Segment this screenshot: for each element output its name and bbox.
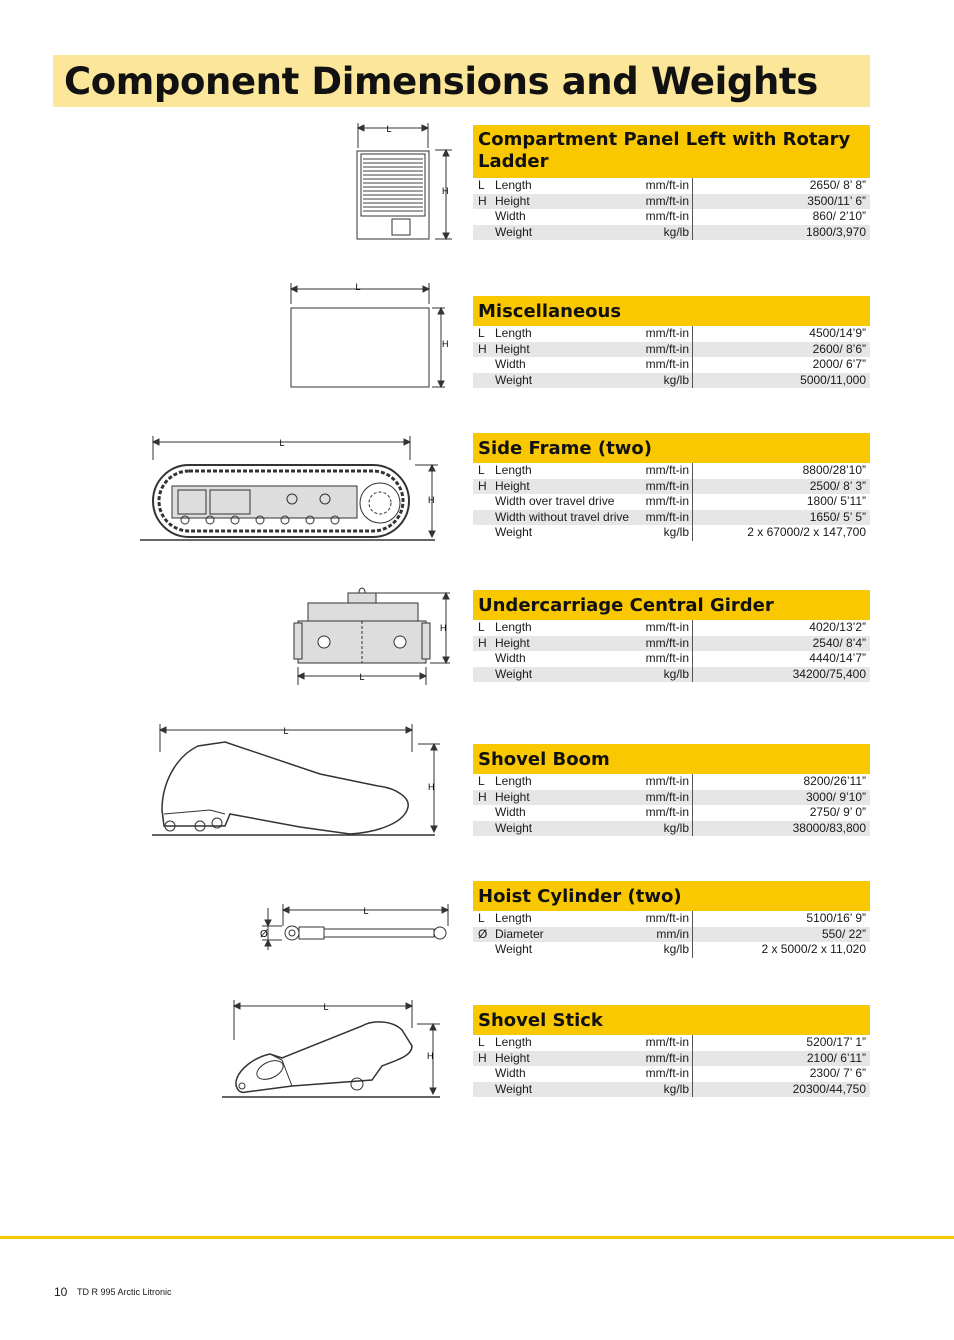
spec-row: [473, 357, 870, 373]
miscellaneous-drawing: [285, 280, 455, 392]
spec-unit: mm/ft-in: [645, 494, 689, 508]
spec-table: [473, 1035, 870, 1097]
spec-unit: mm/ft-in: [645, 1050, 689, 1065]
spec-value: 20300/44,750: [792, 1081, 866, 1096]
spec-unit: kg/lb: [663, 525, 689, 539]
footer-rule: [0, 1236, 954, 1239]
spec-row: [473, 463, 870, 479]
spec-unit: mm/ft-in: [645, 1066, 689, 1080]
section-heading: Compartment Panel Left with Rotary Ladder: [473, 125, 870, 178]
length-label: L: [363, 906, 369, 916]
spec-value: 2750/ 9’ 0”: [809, 805, 866, 819]
spec-value: 8200/26’11”: [803, 774, 866, 788]
spec-label: Height: [495, 635, 530, 650]
spec-value: 2 x 67000/2 x 147,700: [747, 525, 866, 539]
spec-unit: mm/ft-in: [645, 509, 689, 524]
dimension-symbol: L: [478, 178, 485, 192]
spec-unit: mm/ft-in: [645, 620, 689, 634]
spec-row: [473, 178, 870, 194]
spec-unit: mm/ft-in: [645, 1035, 689, 1049]
section-central-girder: [473, 590, 870, 682]
spec-row: [473, 494, 870, 510]
spec-row: [473, 479, 870, 495]
spec-unit: mm/ft-in: [645, 478, 689, 493]
spec-label: Weight: [495, 372, 533, 387]
spec-unit: kg/lb: [663, 1081, 689, 1096]
page-title-bar: [53, 55, 870, 107]
spec-value: 5200/17’ 1”: [806, 1035, 866, 1049]
spec-value: 4500/14’9”: [809, 326, 866, 340]
height-label: H: [440, 623, 447, 633]
spec-unit: kg/lb: [663, 224, 689, 239]
spec-label: Width: [495, 651, 526, 665]
length-label: L: [355, 282, 361, 292]
hoist-cylinder-drawing: [258, 898, 453, 956]
spec-unit: mm/ft-in: [645, 178, 689, 192]
spec-row: [473, 326, 870, 342]
height-label: H: [427, 1051, 434, 1061]
spec-unit: mm/ft-in: [645, 193, 689, 208]
section-heading: Side Frame (two): [473, 433, 870, 463]
spec-value: 2 x 5000/2 x 11,020: [761, 942, 866, 956]
spec-value: 3000/ 9’10”: [805, 789, 866, 804]
page-title: Component Dimensions and Weights: [64, 60, 818, 103]
spec-row: [473, 942, 870, 958]
dimension-symbol: L: [478, 326, 485, 340]
spec-unit: mm/in: [656, 926, 689, 941]
dimension-symbol: L: [478, 911, 485, 925]
height-label: H: [442, 339, 449, 349]
spec-value: 4440/14’7”: [809, 651, 866, 665]
dimension-symbol: H: [478, 193, 487, 208]
spec-label: Width: [495, 805, 526, 819]
spec-unit: mm/ft-in: [645, 635, 689, 650]
diameter-label: Ø: [260, 929, 268, 940]
spec-label: Height: [495, 1050, 530, 1065]
length-label: L: [386, 124, 392, 134]
spec-value: 2540/ 8’4”: [812, 635, 866, 650]
spec-value: 550/ 22”: [821, 926, 866, 941]
spec-row: [473, 620, 870, 636]
central-girder-drawing: [290, 585, 455, 685]
spec-row: [473, 911, 870, 927]
spec-table: [473, 326, 870, 388]
section-heading: Hoist Cylinder (two): [473, 881, 870, 911]
spec-row: [473, 1051, 870, 1067]
dimension-symbol: L: [478, 620, 485, 634]
spec-row: [473, 927, 870, 943]
spec-value: 2650/ 8’ 8”: [809, 178, 866, 192]
length-label: L: [283, 726, 289, 736]
spec-unit: mm/ft-in: [645, 774, 689, 788]
section-heading: Miscellaneous: [473, 296, 870, 326]
spec-value: 2600/ 8’6”: [812, 341, 866, 356]
spec-row: [473, 525, 870, 541]
spec-row: [473, 1082, 870, 1098]
spec-value: 38000/83,800: [792, 820, 866, 835]
dimension-symbol: H: [478, 1050, 487, 1065]
length-label: L: [323, 1002, 329, 1012]
spec-unit: mm/ft-in: [645, 911, 689, 925]
spec-label: Width: [495, 1066, 526, 1080]
spec-label: Height: [495, 341, 530, 356]
spec-label: Length: [495, 1035, 532, 1049]
dimension-symbol: Ø: [478, 926, 488, 941]
spec-row: [473, 209, 870, 225]
spec-label: Weight: [495, 1081, 533, 1096]
spec-unit: kg/lb: [663, 666, 689, 681]
spec-unit: mm/ft-in: [645, 357, 689, 371]
document-name: TD R 995 Arctic Litronic: [77, 1287, 172, 1297]
spec-value: 34200/75,400: [792, 666, 866, 681]
spec-value: 2100/ 6’11”: [806, 1050, 866, 1065]
shovel-stick-drawing: [222, 998, 447, 1100]
spec-label: Height: [495, 193, 530, 208]
spec-row: [473, 774, 870, 790]
spec-row: [473, 805, 870, 821]
section-shovel-boom: [473, 744, 870, 836]
spec-label: Width over travel drive: [495, 494, 615, 508]
spec-row: [473, 821, 870, 837]
spec-value: 5000/11,000: [800, 372, 866, 387]
height-label: H: [428, 782, 435, 792]
spec-label: Weight: [495, 942, 533, 956]
spec-row: [473, 194, 870, 210]
spec-row: [473, 510, 870, 526]
spec-label: Weight: [495, 525, 533, 539]
dimension-symbol: H: [478, 635, 487, 650]
spec-row: [473, 1035, 870, 1051]
spec-value: 1800/ 5’11”: [806, 494, 866, 508]
height-label: H: [442, 186, 449, 196]
spec-row: [473, 651, 870, 667]
spec-table: [473, 911, 870, 958]
dimension-symbol: L: [478, 463, 485, 477]
height-label: H: [428, 495, 435, 505]
spec-table: [473, 463, 870, 541]
dimension-symbol: L: [478, 774, 485, 788]
spec-value: 2500/ 8’ 3”: [809, 478, 866, 493]
spec-value: 1800/3,970: [805, 224, 866, 239]
spec-row: [473, 225, 870, 241]
dimension-symbol: L: [478, 1035, 485, 1049]
dimension-symbol: H: [478, 341, 487, 356]
compartment-panel-drawing: [340, 120, 460, 245]
section-side-frame: [473, 433, 870, 541]
spec-unit: kg/lb: [663, 820, 689, 835]
spec-value: 5100/16’ 9”: [806, 911, 866, 925]
spec-label: Length: [495, 911, 532, 925]
spec-label: Height: [495, 789, 530, 804]
section-compartment-panel: [473, 125, 870, 240]
spec-label: Weight: [495, 224, 533, 239]
length-label: L: [359, 672, 365, 682]
spec-label: Diameter: [495, 926, 544, 941]
spec-value: 3500/11’ 6”: [807, 193, 866, 208]
spec-label: Length: [495, 178, 532, 192]
spec-unit: mm/ft-in: [645, 463, 689, 477]
spec-value: 860/ 2’10”: [812, 209, 866, 223]
section-heading: Shovel Boom: [473, 744, 870, 774]
length-label: L: [279, 438, 285, 448]
spec-table: [473, 620, 870, 682]
spec-label: Length: [495, 463, 532, 477]
spec-unit: mm/ft-in: [645, 651, 689, 665]
dimension-symbol: H: [478, 478, 487, 493]
spec-table: [473, 178, 870, 240]
section-shovel-stick: [473, 1005, 870, 1097]
spec-value: 1650/ 5’ 5”: [809, 509, 866, 524]
spec-label: Width: [495, 209, 526, 223]
spec-row: [473, 636, 870, 652]
spec-value: 2300/ 7’ 6”: [809, 1066, 866, 1080]
spec-label: Length: [495, 620, 532, 634]
spec-row: [473, 667, 870, 683]
spec-label: Weight: [495, 820, 533, 835]
spec-label: Width: [495, 357, 526, 371]
side-frame-drawing: [140, 432, 440, 544]
spec-label: Width without travel drive: [495, 509, 630, 524]
spec-label: Height: [495, 478, 530, 493]
spec-unit: mm/ft-in: [645, 805, 689, 819]
spec-row: [473, 342, 870, 358]
section-hoist-cylinder: [473, 881, 870, 958]
spec-value: 4020/13’2”: [809, 620, 866, 634]
spec-label: Weight: [495, 666, 533, 681]
spec-table: [473, 774, 870, 836]
spec-label: Length: [495, 326, 532, 340]
spec-row: [473, 373, 870, 389]
spec-unit: mm/ft-in: [645, 789, 689, 804]
spec-unit: mm/ft-in: [645, 341, 689, 356]
spec-row: [473, 1066, 870, 1082]
spec-row: [473, 790, 870, 806]
page-number: 10: [54, 1285, 68, 1299]
spec-label: Length: [495, 774, 532, 788]
spec-value: 8800/28’10”: [802, 463, 866, 477]
section-heading: Shovel Stick: [473, 1005, 870, 1035]
spec-unit: kg/lb: [663, 942, 689, 956]
spec-unit: kg/lb: [663, 372, 689, 387]
section-heading: Undercarriage Central Girder: [473, 590, 870, 620]
spec-unit: mm/ft-in: [645, 209, 689, 223]
spec-value: 2000/ 6’7”: [812, 357, 866, 371]
dimension-symbol: H: [478, 789, 487, 804]
shovel-boom-drawing: [150, 722, 445, 840]
section-miscellaneous: [473, 296, 870, 388]
spec-unit: mm/ft-in: [645, 326, 689, 340]
